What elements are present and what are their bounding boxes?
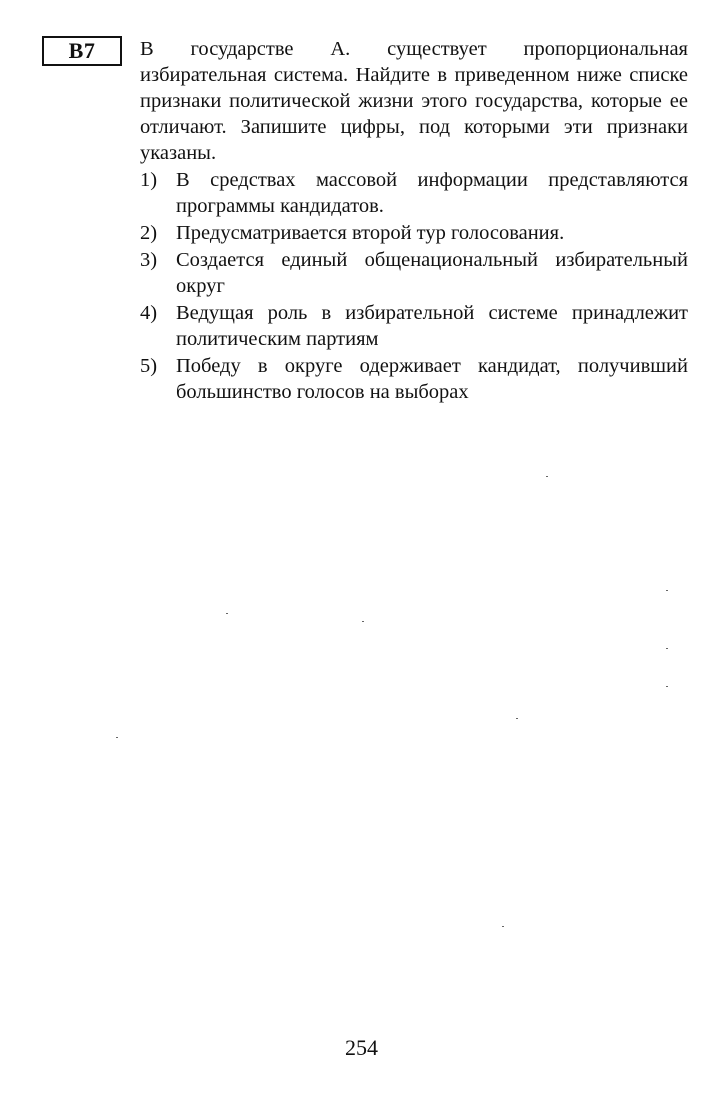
option-item bbox=[140, 220, 688, 247]
scan-speck bbox=[666, 648, 668, 649]
option-text: В средствах массовой информации представляются программы кандидатов. bbox=[176, 169, 688, 217]
scan-speck bbox=[666, 686, 668, 687]
task-content bbox=[140, 36, 688, 406]
option-item bbox=[140, 353, 688, 406]
option-number: 4) bbox=[140, 302, 158, 324]
option-text: Предусматривается второй тур голосования. bbox=[176, 222, 565, 244]
option-item bbox=[140, 167, 688, 220]
option-text: Создается единый общенациональный избирательный округ bbox=[176, 249, 688, 297]
option-number: 5) bbox=[140, 355, 158, 377]
page-number: 254 bbox=[345, 1035, 378, 1060]
option-number: 2) bbox=[140, 222, 158, 244]
option-number: 3) bbox=[140, 249, 158, 271]
options-list bbox=[140, 167, 688, 406]
option-item bbox=[140, 247, 688, 300]
scan-speck bbox=[546, 476, 548, 477]
scan-speck bbox=[502, 926, 504, 927]
task-label: B7 bbox=[68, 38, 96, 63]
option-number: 1) bbox=[140, 169, 158, 191]
scan-speck bbox=[362, 621, 364, 622]
scan-speck bbox=[666, 590, 668, 591]
scan-speck bbox=[516, 718, 518, 719]
option-text: Победу в округе одерживает кандидат, получивший большинство голосов на выборах bbox=[176, 355, 688, 403]
task-label-box bbox=[42, 36, 122, 66]
option-item bbox=[140, 300, 688, 353]
option-text: Ведущая роль в избирательной системе принадлежит политическим партиям bbox=[176, 302, 688, 350]
scan-speck bbox=[116, 737, 118, 738]
scan-speck bbox=[226, 613, 228, 614]
question-text: В государстве А. существует пропорциональная избирательная система. Найдите в приведенном ниже списке признаки политической жизни этого государства, которые ее отличают. Запишите цифры, под которыми эти признаки указаны. bbox=[140, 38, 688, 164]
